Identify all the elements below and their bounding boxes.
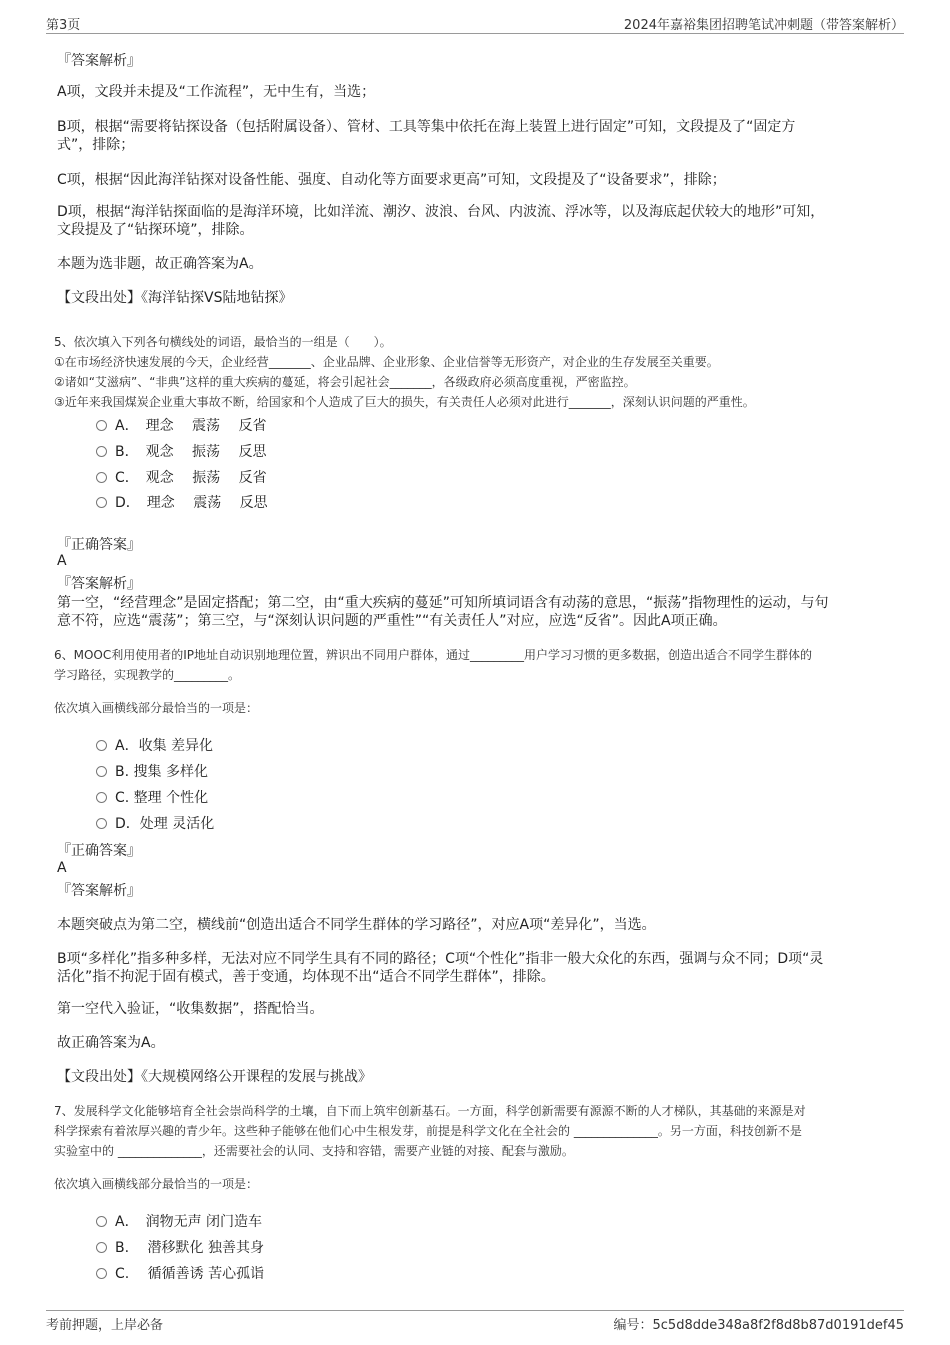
q6-analysis-label: 『答案解析』 — [57, 883, 141, 899]
q5-answer: A — [57, 553, 67, 569]
q5-analysis-line2: 意不符，应选“震荡”；第三空，与“深刻认识问题的严重性”“有关责任人”对应，应选“反省”。因此A项正确。 — [57, 613, 727, 629]
q6-analysis-p2-line2: 活化”指不拘泥于固有模式，善于变通，均体现不出“适合不同学生群体”，排除。 — [57, 969, 555, 985]
q6-source: 【文段出处】《大规模网络公开课程的发展与挑战》 — [57, 1069, 372, 1085]
q7-stem-line3: 实验室中的 ______________，还需要社会的认同、支持和容错，需要产业链的对接、配套与激励。 — [54, 1144, 574, 1158]
option-label: D．处理 灵活化 — [115, 816, 215, 832]
q6-option-b[interactable] — [96, 761, 208, 781]
q5-sentence-1: ①在市场经济快速发展的今天，企业经营_______、企业品牌、企业形象、企业信誉等无形资产，对企业的生存发展至关重要。 — [54, 355, 719, 369]
radio-icon[interactable] — [96, 740, 107, 751]
option-label: C． 观念 振荡 反省 — [115, 470, 267, 486]
q6-analysis-p1: 本题突破点为第二空，横线前“创造出适合不同学生群体的学习路径”，对应A项“差异化”，当选。 — [57, 917, 656, 933]
q7-option-c[interactable] — [96, 1263, 264, 1283]
q6-option-d[interactable] — [96, 813, 214, 833]
footer-rule — [46, 1310, 904, 1311]
q7-prompt: 依次填入画横线部分最恰当的一项是： — [54, 1177, 259, 1191]
q5-option-c[interactable] — [96, 467, 267, 487]
radio-icon[interactable] — [96, 1216, 107, 1227]
radio-icon[interactable] — [96, 472, 107, 483]
q5-analysis-label: 『答案解析』 — [57, 576, 141, 592]
q4-analysis-b-line2: 式”，排除； — [57, 137, 135, 153]
radio-icon[interactable] — [96, 766, 107, 777]
option-label: B． 观念 振荡 反思 — [115, 444, 267, 460]
q4-analysis-d-line2: 文段提及了“钻探环境”，排除。 — [57, 222, 254, 238]
q7-stem-line1: 7、发展科学文化能够培育全社会崇尚科学的土壤，自下而上筑牢创新基石。一方面，科学创新需要有源源不断的人才梯队，其基础的来源是对 — [54, 1104, 806, 1118]
q6-stem-line1: 6、MOOC利用使用者的IP地址自动识别地理位置，辨识出不同用户群体，通过_________用户学习习惯的更多数据，创造出适合不同学生群体的 — [54, 648, 813, 662]
option-label: A． 理念 震荡 反省 — [115, 418, 267, 434]
option-label: C. 整理 个性化 — [115, 790, 209, 806]
q6-analysis-p4: 故正确答案为A。 — [57, 1035, 165, 1051]
q4-conclusion: 本题为选非题，故正确答案为A。 — [57, 256, 263, 272]
q6-answer: A — [57, 860, 67, 876]
header-rule — [46, 33, 904, 34]
q5-stem: 5、依次填入下列各句横线处的词语，最恰当的一组是（ ）。 — [54, 335, 392, 349]
q5-answer-label: 『正确答案』 — [57, 537, 141, 553]
q4-analysis-b-line1: B项，根据“需要将钻探设备（包括附属设备）、管材、工具等集中依托在海上装置上进行固定”可知，文段提及了“固定方 — [57, 119, 796, 135]
q5-option-a[interactable] — [96, 415, 266, 435]
q6-option-c[interactable] — [96, 787, 208, 807]
q6-analysis-p2-line1: B项“多样化”指多种多样，无法对应不同学生具有不同的路径；C项“个性化”指非一般大众化的东西，强调与众不同；D项“灵 — [57, 951, 824, 967]
radio-icon[interactable] — [96, 420, 107, 431]
q7-stem-line2: 科学探索有着浓厚兴趣的青少年。这些种子能够在他们心中生根发芽，前提是科学文化在全社会的 ______________。另一方面，科技创新不是 — [54, 1124, 802, 1138]
q4-analysis-a: A项，文段并未提及“工作流程”，无中生有，当选； — [57, 84, 376, 100]
radio-icon[interactable] — [96, 818, 107, 829]
q4-analysis-c: C项，根据“因此海洋钻探对设备性能、强度、自动化等方面要求更高”可知，文段提及了“设备要求”，排除； — [57, 172, 726, 188]
radio-icon[interactable] — [96, 1242, 107, 1253]
q5-option-d[interactable] — [96, 492, 268, 512]
q5-sentence-3: ③近年来我国煤炭企业重大事故不断，给国家和个人造成了巨大的损失，有关责任人必须对此进行_______，深刻认识问题的严重性。 — [54, 395, 755, 409]
option-label: C. 循循善诱 苦心孤诣 — [115, 1266, 265, 1282]
option-label: B. 潜移默化 独善其身 — [115, 1240, 264, 1256]
q5-option-b[interactable] — [96, 441, 267, 461]
q5-sentence-2: ②诸如“艾滋病”、“非典”这样的重大疾病的蔓延，将会引起社会_______，各级政府必须高度重视，严密监控。 — [54, 375, 636, 389]
q6-answer-label: 『正确答案』 — [57, 843, 141, 859]
document-id — [614, 1314, 905, 1333]
q6-analysis-p3: 第一空代入验证，“收集数据”，搭配恰当。 — [57, 1001, 324, 1017]
document-id-value: 5c5d8dde348a8f2f8d8b87d0191def45 — [652, 1318, 904, 1333]
q4-analysis-d-line1: D项，根据“海洋钻探面临的是海洋环境，比如洋流、潮汐、波浪、台风、内波流、浮冰等，以及海底起伏较大的地形”可知， — [57, 204, 825, 220]
q6-prompt: 依次填入画横线部分最恰当的一项是： — [54, 701, 259, 715]
radio-icon[interactable] — [96, 1268, 107, 1279]
page-number: 第3页 — [46, 18, 81, 33]
option-label: B. 搜集 多样化 — [115, 764, 208, 780]
option-label: A． 润物无声 闭门造车 — [115, 1214, 263, 1230]
radio-icon[interactable] — [96, 446, 107, 457]
radio-icon[interactable] — [96, 792, 107, 803]
footer-slogan: 考前押题，上岸必备 — [46, 1318, 164, 1333]
document-title: 2024年嘉裕集团招聘笔试冲刺题（带答案解析） — [623, 18, 904, 33]
q7-option-b[interactable] — [96, 1237, 264, 1257]
q5-analysis-line1: 第一空，“经营理念”是固定搭配；第二空，由“重大疾病的蔓延”可知所填词语含有动荡的意思，“振荡”指物理性的运动，与句 — [57, 595, 829, 611]
option-label: A．收集 差异化 — [115, 738, 214, 754]
radio-icon[interactable] — [96, 497, 107, 508]
document-id-label: 编号： — [613, 1318, 653, 1333]
q7-option-a[interactable] — [96, 1211, 262, 1231]
option-label: D． 理念 震荡 反思 — [115, 495, 268, 511]
q6-option-a[interactable] — [96, 735, 213, 755]
q6-stem-line2: 学习路径，实现教学的_________。 — [54, 668, 241, 682]
q4-analysis-label: 『答案解析』 — [57, 53, 141, 69]
q4-source: 【文段出处】《海洋钻探VS陆地钻探》 — [57, 290, 293, 306]
